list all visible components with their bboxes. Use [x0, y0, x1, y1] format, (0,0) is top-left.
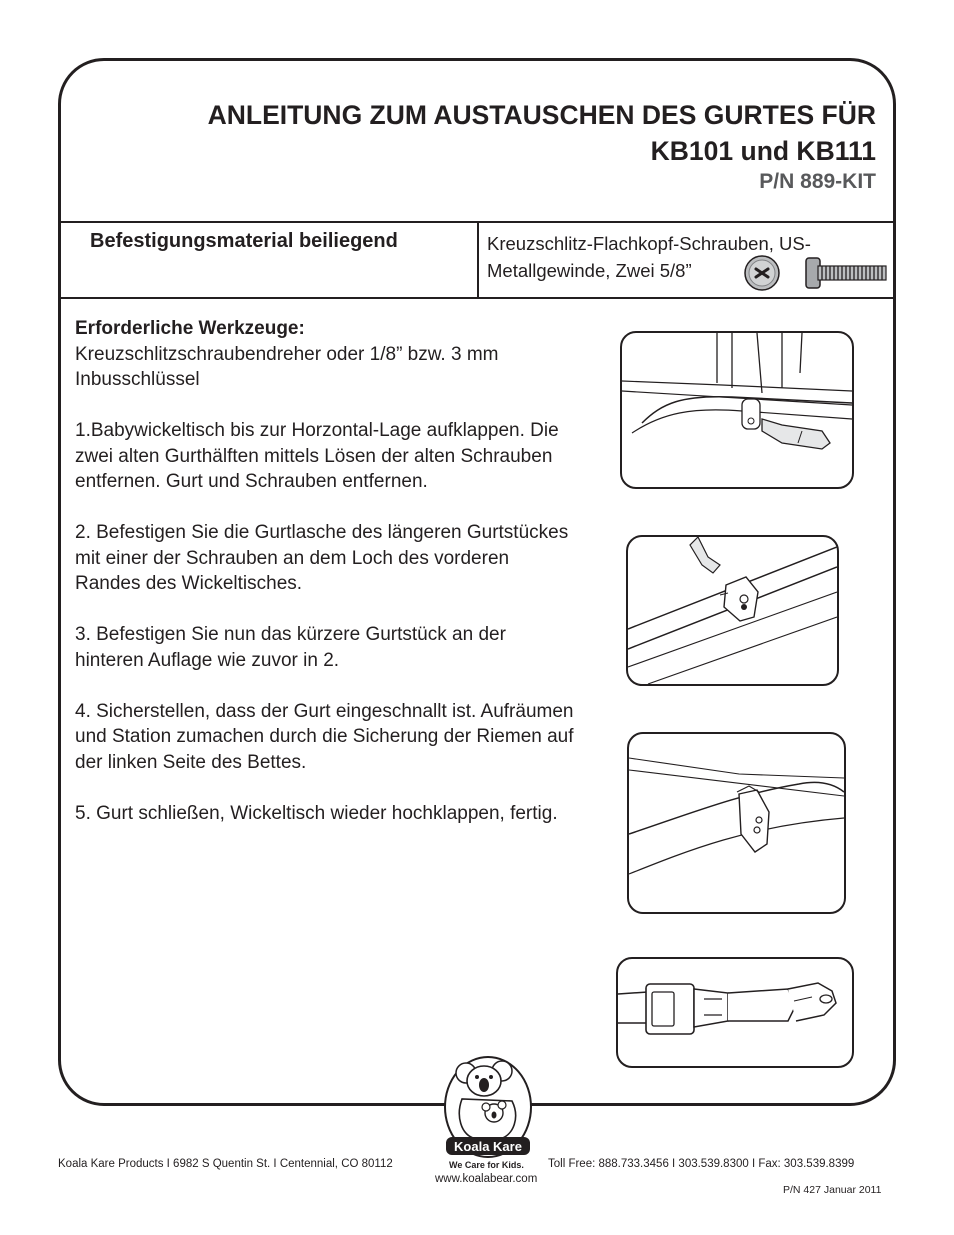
step-5: 5. Gurt schließen, Wickeltisch wieder hochklappen, fertig.: [75, 802, 558, 824]
step-4: 4. Sicherstellen, dass der Gurt eingeschnallt ist. Aufräumen und Station zumachen durch die Sicherung der Riemen auf der linken Seite des Bettes.: [75, 700, 574, 773]
figure-remove-screws: [620, 331, 854, 489]
instructions-body: [75, 316, 575, 852]
screw-head-icon: [745, 256, 779, 290]
step-1: 1.Babywickeltisch bis zur Horzontal-Lage aufklappen. Die zwei alten Gurthälften mittels Lösen der alten Schrauben entfernen. Gurt und Schrauben entfernen.: [75, 420, 559, 492]
screw-illustration: [742, 252, 892, 296]
figure-attach-long-strap: [626, 535, 839, 686]
page-title: ANLEITUNG ZUM AUSTAUSCHEN DES GURTES FÜR: [207, 100, 876, 130]
tools-heading: Erforderliche Werkzeuge:: [75, 318, 305, 339]
figure-attach-short-strap: [627, 732, 846, 914]
hardware-label: Befestigungsmaterial beiliegend: [90, 230, 398, 252]
page-subtitle: KB101 und KB111: [650, 136, 876, 166]
logo-tagline: We Care for Kids.: [449, 1160, 524, 1170]
tools-text: Kreuzschlitzschraubendreher oder 1/8” bzw. 3 mm Inbusschlüssel: [75, 343, 499, 390]
footer-doc-number: P/N 427 Januar 2011: [783, 1184, 882, 1196]
koala-kare-logo: [442, 1055, 534, 1163]
kit-part-number: P/N 889-KIT: [759, 170, 876, 193]
logo-wordmark: Koala Kare: [454, 1139, 522, 1154]
hardware-column-divider: [477, 221, 479, 299]
step-3: 3. Befestigen Sie nun das kürzere Gurtstück an der hinteren Auflage wie zuvor in 2.: [75, 624, 506, 671]
footer-website: www.koalabear.com: [435, 1173, 538, 1185]
footer-address: Koala Kare Products I 6982 S Quentin St. I Centennial, CO 80112: [58, 1158, 393, 1170]
screw-side-icon: [806, 258, 886, 288]
step-2: 2. Befestigen Sie die Gurtlasche des längeren Gurtstückes mit einer der Schrauben an dem Loch des vorderen Randes des Wickeltisches.: [75, 522, 569, 594]
hardware-description: Kreuzschlitz-Flachkopf-Schrauben, US-Metallgewinde, Zwei 5/8”: [487, 233, 811, 281]
footer-contact: Toll Free: 888.733.3456 I 303.539.8300 I Fax: 303.539.8399: [548, 1158, 855, 1170]
figure-buckled-strap: [616, 957, 854, 1068]
